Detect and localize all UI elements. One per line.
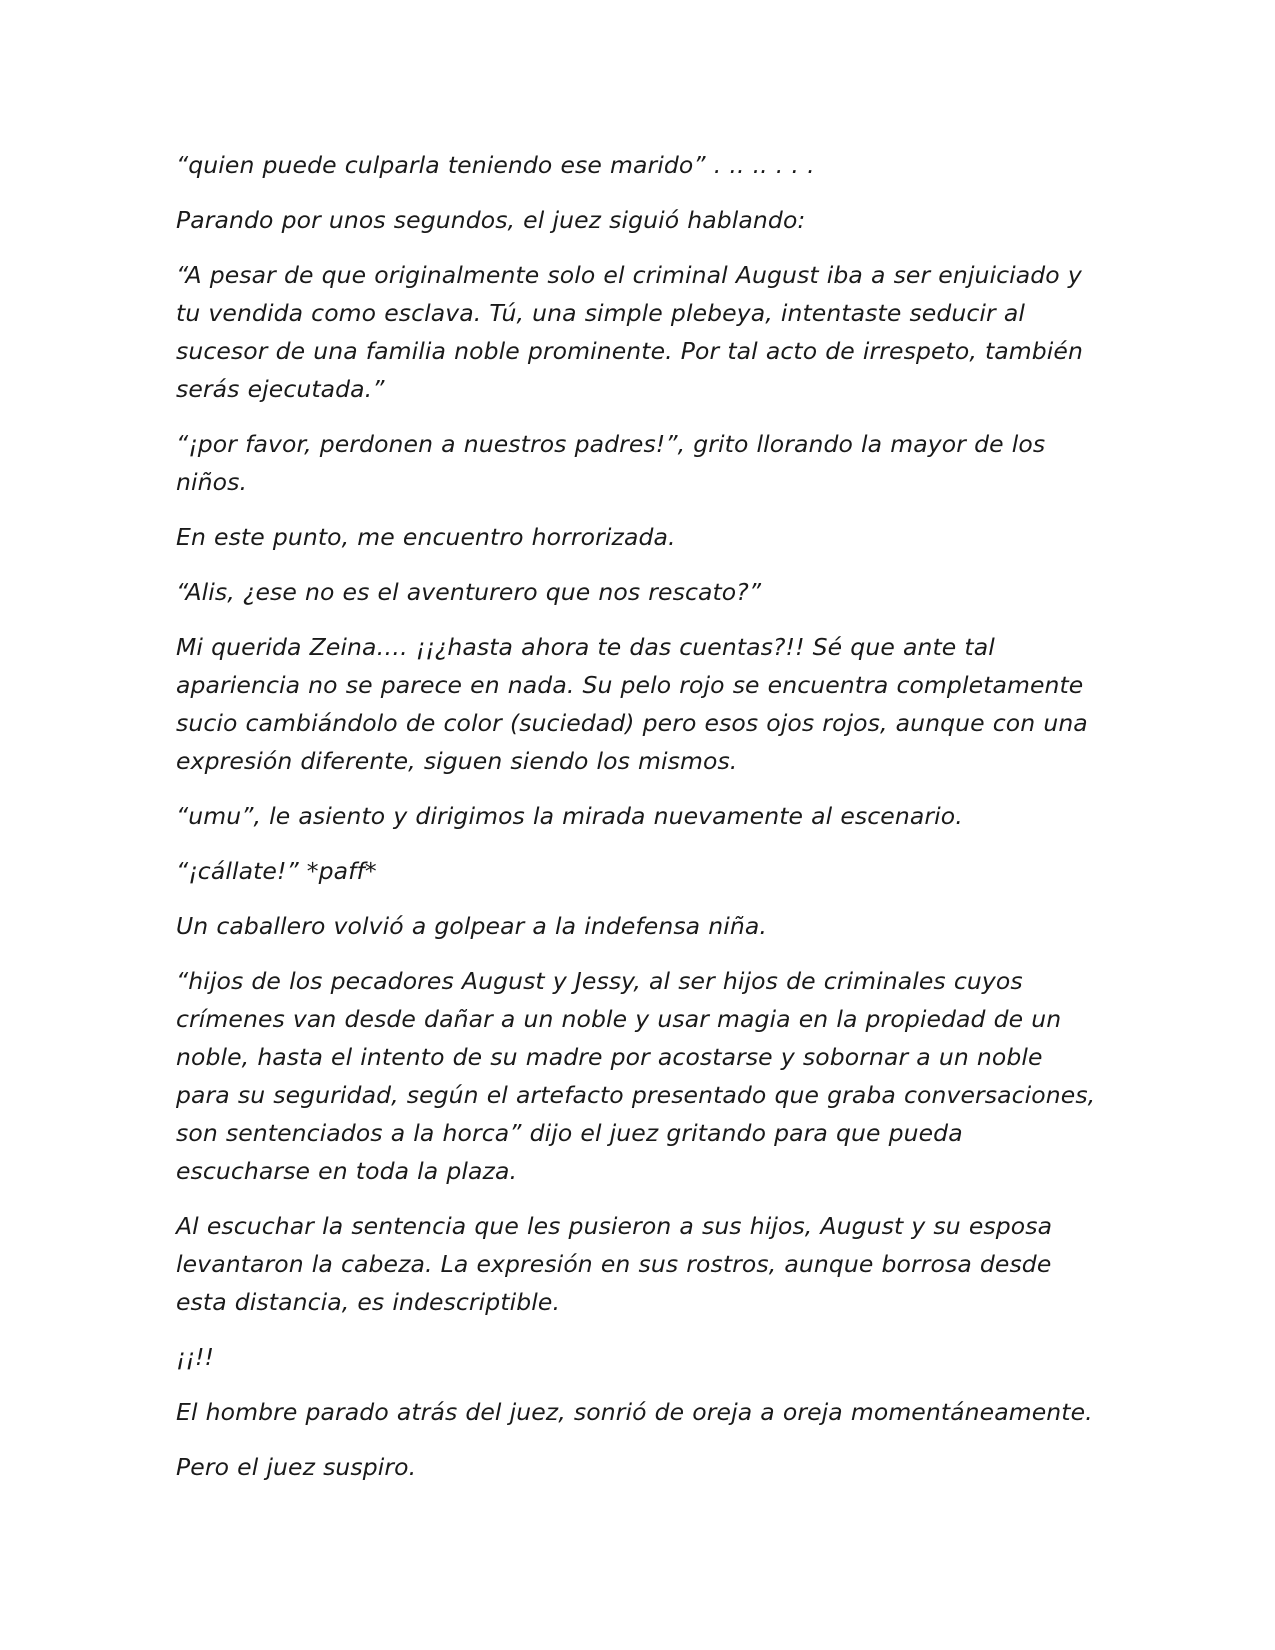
paragraph: “umu”, le asiento y dirigimos la mirada nuevamente al escenario. <box>176 802 963 830</box>
paragraph: “¡cállate!” *paff* <box>176 857 377 885</box>
paragraph: Al escuchar la sentencia que les pusieron a sus hijos, August y su esposa levantaron la cabeza. La expresión en sus rostros, aunque borrosa desde esta distancia, es indescriptible. <box>176 1212 1053 1316</box>
paragraph: “Alis, ¿ese no es el aventurero que nos rescato?” <box>176 578 762 606</box>
paragraph: Mi querida Zeina…. ¡¡¿hasta ahora te das cuentas?!! Sé que ante tal apariencia no se parece en nada. Su pelo rojo se encuentra completamente sucio cambiándolo de color (suciedad) pero esos ojos rojos, aunque con una expresión diferente, siguen siendo los mismos. <box>176 633 1088 775</box>
paragraph: ¡¡!! <box>176 1343 215 1371</box>
paragraph: “quien puede culparla teniendo ese marido” . .. .. . . . <box>176 151 815 179</box>
paragraph: “hijos de los pecadores August y Jessy, al ser hijos de criminales cuyos crímenes van desde dañar a un noble y usar magia en la propiedad de un noble, hasta el intento de su madre por acostarse y sobornar a un noble para su seguridad, según el artefacto presentado que graba conversaciones, son sentenciados a la horca” dijo el juez gritando para que pueda escucharse en toda la plaza. <box>176 967 1096 1185</box>
paragraph: Pero el juez suspiro. <box>176 1453 417 1481</box>
paragraph: Parando por unos segundos, el juez siguió hablando: <box>176 206 806 234</box>
paragraph: En este punto, me encuentro horrorizada. <box>176 523 676 551</box>
paragraph: Un caballero volvió a golpear a la indefensa niña. <box>176 912 767 940</box>
paragraph: El hombre parado atrás del juez, sonrió de oreja a oreja momentáneamente. <box>176 1398 1093 1426</box>
document-body <box>176 146 1096 1503</box>
paragraph: “A pesar de que originalmente solo el criminal August iba a ser enjuiciado y tu vendida como esclava. Tú, una simple plebeya, intentaste seducir al sucesor de una familia noble prominente. Por tal acto de irrespeto, también serás ejecutada.” <box>176 261 1083 403</box>
paragraph: “¡por favor, perdonen a nuestros padres!”, grito llorando la mayor de los niños. <box>176 430 1046 496</box>
